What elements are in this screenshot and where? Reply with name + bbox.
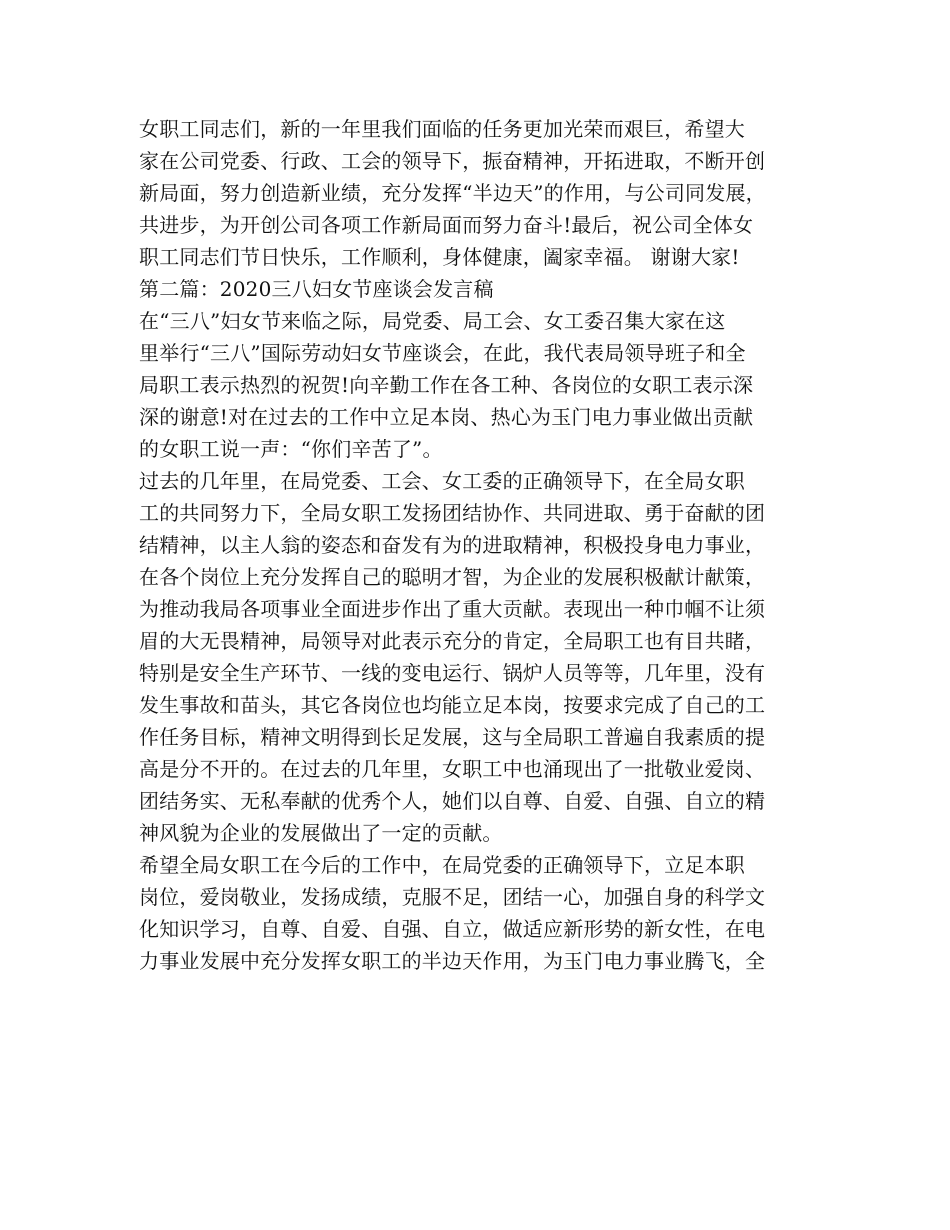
text-line: 高是分不开的。在过去的几年里，女职工中也涌现出了一批敬业爱岗、	[139, 757, 766, 781]
text-line: 作任务目标，精神文明得到长足发展，这与全局职工普遍自我素质的提	[139, 725, 766, 749]
text-line: 化知识学习，自尊、自爱、自强、自立，做适应新形势的新女性，在电	[139, 917, 766, 941]
text-line: 眉的大无畏精神，局领导对此表示充分的肯定，全局职工也有目共睹，	[139, 629, 766, 653]
text-line: 的女职工说一声：“你们辛苦了”。	[139, 437, 443, 461]
section-heading: 第二篇：2020三八妇女节座谈会发言稿	[139, 277, 494, 301]
text-line: 为推动我局各项事业全面进步作出了重大贡献。表现出一种巾帼不让须	[139, 597, 766, 621]
text-line: 共进步，为开创公司各项工作新局面而努力奋斗!最后，祝公司全体女	[139, 213, 754, 237]
text-line: 力事业发展中充分发挥女职工的半边天作用，为玉门电力事业腾飞，全	[139, 949, 766, 973]
text-line: 在“三八”妇女节来临之际，局党委、局工会、女工委召集大家在这	[139, 309, 726, 333]
text-line: 岗位，爱岗敬业，发扬成绩，克服不足，团结一心，加强自身的科学文	[139, 885, 766, 909]
text-line: 深的谢意!对在过去的工作中立足本岗、热心为玉门电力事业做出贡献	[139, 405, 754, 429]
text-line: 新局面，努力创造新业绩，充分发挥“半边天”的作用，与公司同发展，	[139, 181, 766, 205]
text-line: 团结务实、无私奉献的优秀个人，她们以自尊、自爱、自强、自立的精	[139, 789, 766, 813]
text-line: 特别是安全生产环节、一线的变电运行、锅炉人员等等，几年里，没有	[139, 661, 766, 685]
text-line: 工的共同努力下，全局女职工发扬团结协作、共同进取、勇于奋献的团	[139, 501, 766, 525]
text-line: 在各个岗位上充分发挥自己的聪明才智，为企业的发展积极献计献策，	[139, 565, 766, 589]
text-line: 希望全局女职工在今后的工作中，在局党委的正确领导下，立足本职	[139, 853, 745, 877]
text-line: 发生事故和苗头，其它各岗位也均能立足本岗，按要求完成了自己的工	[139, 693, 766, 717]
text-line: 结精神，以主人翁的姿态和奋发有为的进取精神，积极投身电力事业，	[139, 533, 766, 557]
text-line: 家在公司党委、行政、工会的领导下，振奋精神，开拓进取，不断开创	[139, 149, 766, 173]
text-line: 里举行“三八”国际劳动妇女节座谈会，在此，我代表局领导班子和全	[139, 341, 746, 365]
text-line: 局职工表示热烈的祝贺!向辛勤工作在各工种、各岗位的女职工表示深	[139, 373, 754, 397]
text-line: 女职工同志们，新的一年里我们面临的任务更加光荣而艰巨，希望大	[139, 117, 745, 141]
document-body	[139, 113, 829, 977]
text-line: 神风貌为企业的发展做出了一定的贡献。	[139, 821, 503, 845]
text-line: 过去的几年里，在局党委、工会、女工委的正确领导下，在全局女职	[139, 469, 745, 493]
text-line: 职工同志们节日快乐，工作顺利，身体健康，阖家幸福。 谢谢大家!	[139, 245, 740, 269]
